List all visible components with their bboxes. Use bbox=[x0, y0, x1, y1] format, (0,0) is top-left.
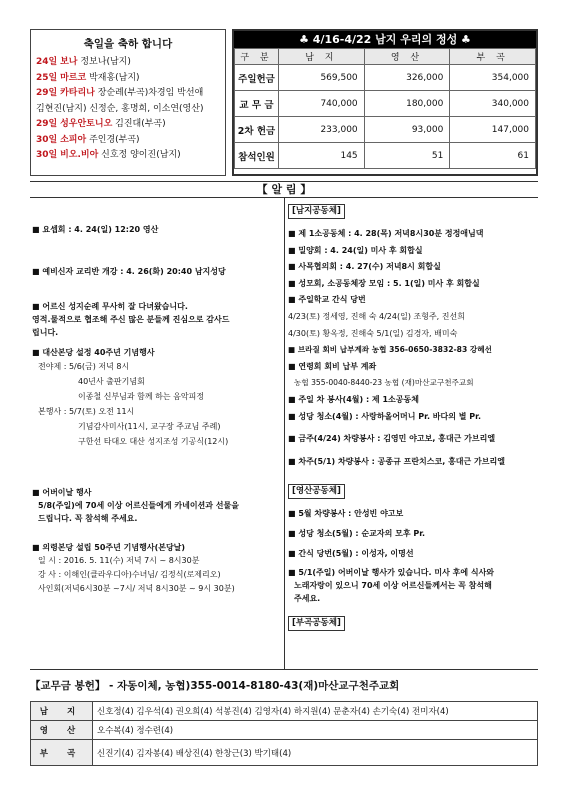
offering-title: ♣ 4/16-4/22 남지 우리의 정성 ♣ bbox=[234, 31, 536, 48]
daesan-line: 이종철 신부님과 함께 하는 음악피정 bbox=[78, 392, 205, 401]
feast-day-line bbox=[36, 86, 220, 102]
feast-day-line bbox=[36, 55, 220, 71]
offering-row bbox=[235, 117, 536, 143]
pilgrim-line: 영적.물적으로 협조해 주신 많은 분들께 진심으로 감사드 bbox=[32, 315, 230, 324]
uiryeong-line: 강 사 : 이해인(클라우디아)수녀님/ 김정식(로제리오) bbox=[38, 570, 221, 579]
namji-item: ■ 차주(5/1) 차량봉사 : 공종규 프란치스코, 홍대근 가브리엘 bbox=[288, 456, 505, 466]
daesan-line: 구한선 타대오 대산 성지조성 기공식(12시) bbox=[78, 437, 229, 446]
donor-names: 신호정(4) 김우석(4) 권오희(4) 석봉진(4) 김영자(4) 하지원(4) 문춘자(4) 손기숙(4) 전미자(4) bbox=[93, 702, 538, 721]
value-cell: 61 bbox=[450, 143, 536, 169]
donor-row bbox=[31, 740, 538, 766]
daesan-title: ■ 대산본당 설정 40주년 기념행사 bbox=[32, 348, 155, 357]
yeongsan-title: [영산공동체] bbox=[288, 484, 345, 499]
donor-table bbox=[30, 701, 538, 766]
feast-day-box bbox=[30, 29, 226, 176]
feast-names: 주인경(부곡) bbox=[89, 134, 140, 145]
value-cell: 340,000 bbox=[450, 91, 536, 117]
daesan-line: 기념감사미사(11시, 교구장 주교님 주례) bbox=[78, 422, 221, 431]
feast-names: 장순례(부곡)차경임 박선애 bbox=[97, 88, 204, 98]
value-cell: 354,000 bbox=[450, 65, 536, 91]
header-cell: 구 분 bbox=[235, 49, 279, 65]
donor-row bbox=[31, 721, 538, 740]
value-cell: 145 bbox=[279, 143, 365, 169]
feast-date: 29일 bbox=[36, 88, 58, 98]
feast-names: 김현진(남지) 신정순, 홍명희, 이소연(영산) bbox=[36, 103, 204, 114]
feast-date: 25일 bbox=[36, 72, 58, 83]
uiryeong-line: 일 시 : 2016. 5. 11(수) 저녁 7시 ~ 8시30분 bbox=[38, 556, 200, 565]
parents-title: ■ 어버이날 행사 bbox=[32, 488, 92, 497]
header-cell: 남 지 bbox=[279, 49, 365, 65]
offering-table bbox=[234, 48, 536, 169]
notice-section bbox=[30, 198, 538, 670]
uiryeong-line: 사인회(저녁6시30분 ~7시/ 저녁 8시30분 ~ 9시 30분) bbox=[38, 584, 235, 593]
offering-account: 【교무금 봉헌】 - 자동이체, 농협)355-0014-8180-43(재)마산교구천주교회 bbox=[30, 680, 400, 692]
donor-row bbox=[31, 702, 538, 721]
value-cell: 569,500 bbox=[279, 65, 365, 91]
feast-date: 29일 bbox=[36, 119, 58, 129]
notice-pilgrimage bbox=[32, 300, 280, 339]
header-cell: 부 곡 bbox=[450, 49, 536, 65]
feast-day-line bbox=[36, 71, 220, 87]
feast-names: 정보나(남지) bbox=[80, 57, 131, 67]
notice-header: 【 알 림 】 bbox=[30, 181, 538, 198]
parents-line: 5/8(주일)에 70세 이상 어르신들에게 카네이션과 선물을 bbox=[38, 501, 239, 510]
saint-name: 비오.비아 bbox=[60, 150, 99, 160]
saint-name: 소피아 bbox=[60, 134, 87, 145]
value-cell: 93,000 bbox=[364, 117, 450, 143]
pilgrim-line: ■ 어르신 성지순례 무사히 잘 다녀왔습니다. bbox=[32, 302, 188, 311]
namji-item: 4/23(토) 정세영, 진해 숙 4/24(일) 조형주, 진선희 bbox=[288, 311, 465, 321]
daesan-line: 전야제 : 5/6(금) 저녁 8시 bbox=[38, 362, 130, 371]
feast-names: 김진대(부곡) bbox=[115, 119, 166, 129]
bugok-title: [부곡공동체] bbox=[288, 616, 345, 631]
offering-row bbox=[235, 91, 536, 117]
donor-community: 남 지 bbox=[31, 702, 93, 721]
row-label: 2차 헌금 bbox=[235, 117, 279, 143]
value-cell: 180,000 bbox=[364, 91, 450, 117]
value-cell: 51 bbox=[364, 143, 450, 169]
notice-meeting: ■ 요셉회 : 4. 24(일) 12:20 영산 bbox=[32, 225, 159, 234]
donor-community: 부 곡 bbox=[31, 740, 93, 766]
namji-item: ■ 주일 차 봉사(4월) : 제 1소공동체 bbox=[288, 394, 419, 404]
donor-names: 오수복(4) 정수련(4) bbox=[93, 721, 538, 740]
namji-item: ■ 주일학교 간식 당번 bbox=[288, 295, 366, 305]
namji-item: ■ 밀양회 : 4. 24(일) 미사 후 회합실 bbox=[288, 245, 423, 255]
namji-title: [남지공동체] bbox=[288, 204, 345, 219]
feast-names: 박재홍(남지) bbox=[89, 72, 140, 83]
yeongsan-items bbox=[288, 506, 536, 605]
yeongsan-item: ■ 5월 차량봉사 : 안성빈 야고보 bbox=[288, 509, 404, 518]
saint-name: 카타리나 bbox=[60, 88, 95, 98]
yeongsan-community bbox=[288, 484, 536, 499]
yeongsan-item: ■ 성당 청소(5월) : 순교자의 모후 Pr. bbox=[288, 529, 426, 538]
value-cell: 326,000 bbox=[364, 65, 450, 91]
namji-items bbox=[288, 226, 536, 470]
notice-catechism: ■ 예비신자 교리반 개강 : 4. 26(화) 20:40 남지성당 bbox=[32, 267, 226, 276]
pilgrim-line: 립니다. bbox=[32, 328, 59, 337]
daesan-line: 본행사 : 5/7(토) 오전 11시 bbox=[38, 407, 135, 416]
namji-item: ■ 금주(4/24) 차량봉사 : 김영민 야고보, 홍대근 가브리엘 bbox=[288, 434, 496, 444]
yeongsan-item: 노래자랑이 있으니 70세 이상 어르신들께서는 꼭 참석해 bbox=[294, 581, 492, 590]
header-cell: 영 산 bbox=[364, 49, 450, 65]
namji-item: 4/30(토) 황옥정, 진해숙 5/1(일) 김경자, 배미숙 bbox=[288, 328, 458, 338]
feast-names: 신호정 양이진(남지) bbox=[101, 150, 181, 160]
yeongsan-item: 주세요. bbox=[294, 594, 321, 603]
bugok-community bbox=[288, 616, 536, 631]
feast-day-line bbox=[36, 117, 220, 133]
namji-item: ■ 브라질 회비 납부계좌 농협 356-0650-3832-83 강혜선 bbox=[288, 345, 492, 355]
namji-item: ■ 성모회, 소공동체장 모임 : 5. 1(일) 미사 후 회합실 bbox=[288, 278, 480, 288]
notice-uiryeong bbox=[32, 541, 280, 596]
saint-name: 마르코 bbox=[60, 72, 87, 83]
value-cell: 740,000 bbox=[279, 91, 365, 117]
notice-parents-day bbox=[32, 486, 280, 525]
feast-day-line bbox=[36, 133, 220, 149]
yeongsan-item: ■ 5/1(주일) 어버이날 행사가 있습니다. 미사 후에 식사와 bbox=[288, 568, 495, 577]
yeongsan-item: ■ 간식 당번(5월) : 이성자, 이명선 bbox=[288, 549, 414, 558]
row-label: 교 무 금 bbox=[235, 91, 279, 117]
namji-item: ■ 성당 청소(4월) : 사랑하올어머니 Pr. 바다의 별 Pr. bbox=[288, 411, 481, 421]
namji-community bbox=[288, 204, 536, 219]
offering-summary bbox=[232, 29, 538, 176]
donor-community: 영 산 bbox=[31, 721, 93, 740]
offering-header-row bbox=[235, 49, 536, 65]
value-cell: 233,000 bbox=[279, 117, 365, 143]
namji-item: ■ 연령회 회비 납부 계좌 bbox=[288, 361, 377, 371]
feast-date: 30일 bbox=[36, 150, 58, 160]
donor-names: 신진기(4) 김자봉(4) 배상진(4) 한창근(3) 박기태(4) bbox=[93, 740, 538, 766]
feast-day-title: 축일을 축하 합니다 bbox=[83, 38, 173, 50]
feast-date: 30일 bbox=[36, 134, 58, 145]
uiryeong-title: ■ 의령본당 설립 50주년 기념행사(본당날) bbox=[32, 543, 186, 552]
offering-row bbox=[235, 143, 536, 169]
value-cell: 147,000 bbox=[450, 117, 536, 143]
notice-daesan bbox=[32, 346, 280, 449]
offering-row bbox=[235, 65, 536, 91]
saint-name: 성우안토니오 bbox=[60, 119, 113, 129]
saint-name: 보나 bbox=[60, 57, 78, 67]
column-divider bbox=[284, 198, 285, 669]
daesan-line: 40년사 출판기념회 bbox=[78, 377, 145, 386]
namji-item: ■ 제 1소공동체 : 4. 28(목) 저녁8시30분 정정애님댁 bbox=[288, 229, 484, 238]
namji-item: ■ 사목협의회 : 4. 27(수) 저녁8시 회합실 bbox=[288, 262, 441, 272]
feast-day-line bbox=[36, 102, 220, 118]
parents-line: 드립니다. 꼭 참석해 주세요. bbox=[38, 514, 138, 523]
namji-item: 농협 355-0040-8440-23 농협 (재)마산교구천주교회 bbox=[294, 378, 474, 388]
feast-day-line bbox=[36, 148, 220, 164]
row-label: 주일헌금 bbox=[235, 65, 279, 91]
feast-date: 24일 bbox=[36, 57, 58, 67]
row-label: 참석인원 bbox=[235, 143, 279, 169]
